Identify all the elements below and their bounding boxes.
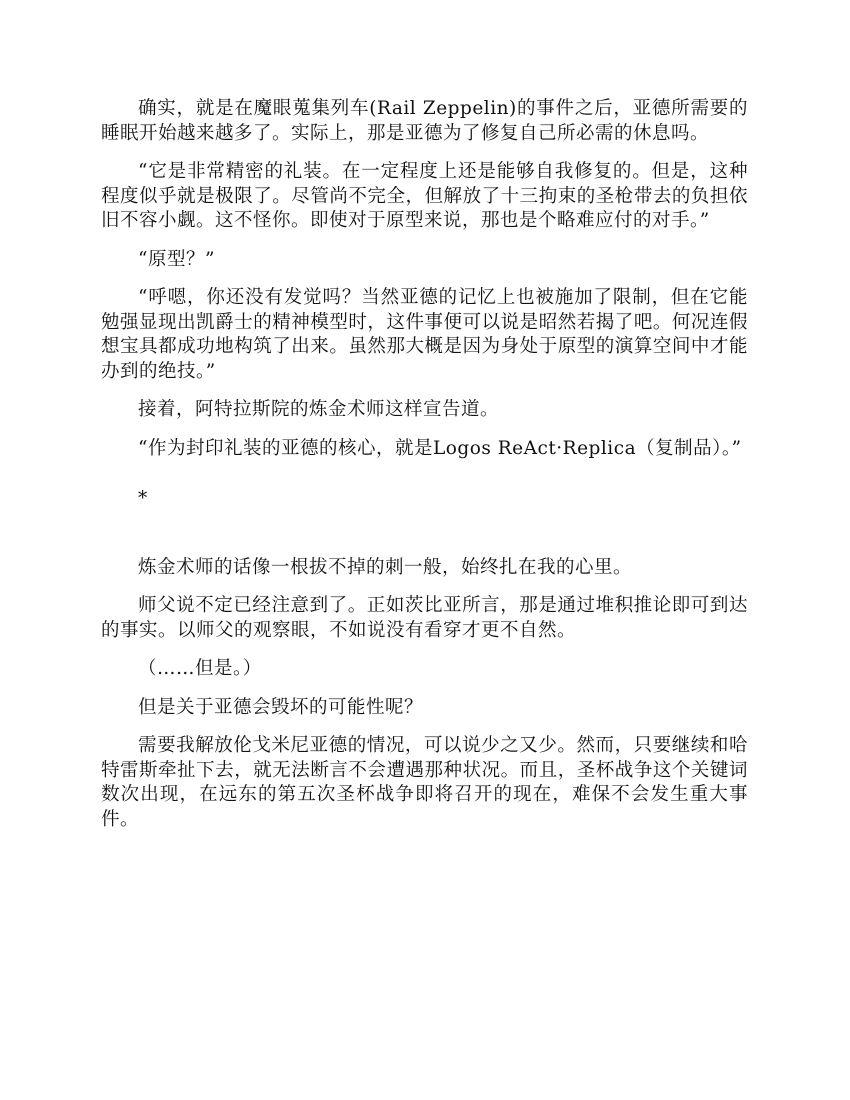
section-separator: * <box>138 488 148 509</box>
paragraph: 炼金术师的话像一根拔不掉的刺一般，始终扎在我的心里。 <box>138 556 633 578</box>
paragraph: “作为封印礼装的亚德的核心，就是Logos ReAct·Replica（复制品）。” <box>138 437 742 459</box>
paragraph: 确实，就是在魔眼蒐集列车(Rail Zeppelin)的事件之后，亚德所需要的睡眠开始越来越多了。实际上，那是亚德为了修复自己所必需的休息吗。 <box>101 98 748 144</box>
paragraph: 需要我解放伦戈米尼亚德的情况，可以说少之又少。然而，只要继续和哈特雷斯牵扯下去，就无法断言不会遭遇那种状况。而且，圣杯战争这个关键词数次出现，在远东的第五次圣杯战争即将召开的现在，难保不会发生重大事件。 <box>101 735 748 830</box>
paragraph: “呼嗯，你还没有发觉吗？当然亚德的记忆上也被施加了限制，但在它能勉强显现出凯爵士的精神模型时，这件事便可以说是昭然若揭了吧。何况连假想宝具都成功地构筑了出来。虽然那大概是因为身处于原型的演算空间中才能办到的绝技。” <box>101 287 748 382</box>
paragraph: 接着，阿特拉斯院的炼金术师这样宣告道。 <box>138 399 500 420</box>
paragraph: “原型？” <box>138 248 215 270</box>
document-page <box>101 97 748 846</box>
paragraph: 但是关于亚德会毁坏的可能性呢？ <box>138 696 424 718</box>
paragraph: “它是非常精密的礼装。在一定程度上还是能够自我修复的。但是，这种程度似乎就是极限了。尽管尚不完全，但解放了十三拘束的圣枪带去的负担依旧不容小觑。这不怪你。即使对于原型来说，那也是个略难应付的对手。” <box>101 161 748 231</box>
paragraph: 师父说不定已经注意到了。正如茨比亚所言，那是通过堆积推论即可到达的事实。以师父的观察眼，不如说没有看穿才更不自然。 <box>101 595 748 641</box>
paragraph: （……但是。） <box>138 658 262 679</box>
